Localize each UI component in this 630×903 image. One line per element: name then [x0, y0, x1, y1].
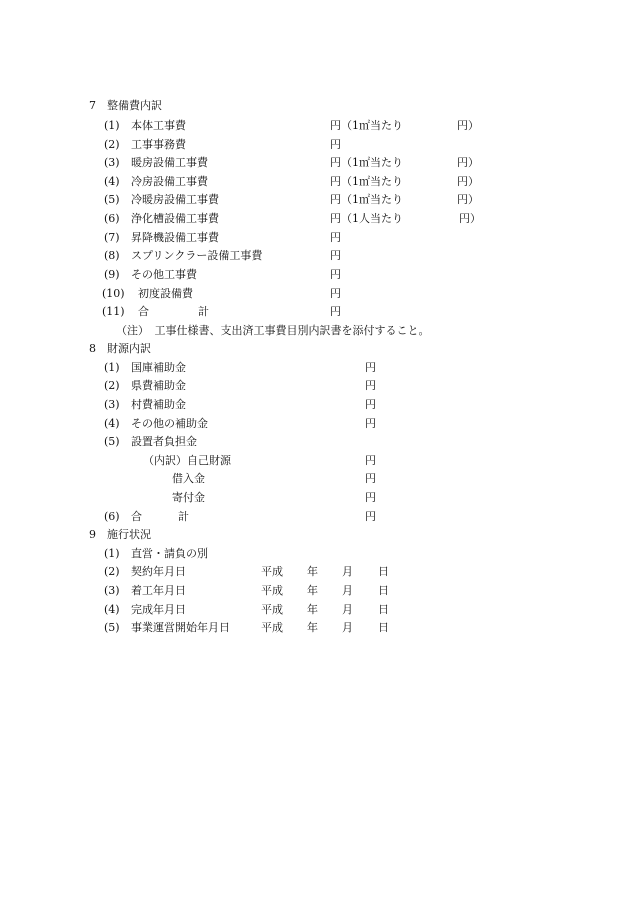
item-yen-close: 円） — [457, 156, 479, 169]
item-num: (5) — [104, 621, 120, 634]
section-7-note: （注） 工事仕様書、支出済工事費目別内訳書を添付すること。 — [116, 324, 430, 337]
item-yen-close: 円） — [457, 193, 479, 206]
month-label: 月 — [342, 621, 353, 634]
item-num: (3) — [104, 584, 120, 597]
item-yen-close: 円） — [457, 175, 479, 188]
total-label-b: 計 — [198, 305, 209, 318]
item-label: 工事事務費 — [131, 138, 186, 151]
item-label: 直営・請負の別 — [131, 547, 208, 560]
item-num: (5) — [104, 435, 120, 448]
total-label-a: 合 — [138, 305, 149, 318]
breakdown-label: 借入金 — [172, 472, 205, 485]
item-label: 本体工事費 — [131, 119, 186, 132]
item-num: (2) — [104, 565, 120, 578]
total-label-b: 計 — [178, 510, 189, 523]
item-label: 冷房設備工事費 — [131, 175, 208, 188]
era-label: 平成 — [261, 603, 283, 616]
item-yen: 円 — [365, 417, 376, 430]
year-label: 年 — [307, 603, 318, 616]
item-label: 完成年月日 — [131, 603, 186, 616]
item-yen-close: 円） — [457, 119, 479, 132]
month-label: 月 — [342, 603, 353, 616]
year-label: 年 — [307, 621, 318, 634]
item-yen: 円 — [365, 361, 376, 374]
day-label: 日 — [378, 621, 389, 634]
item-label: 国庫補助金 — [131, 361, 186, 374]
item-label: 事業運営開始年月日 — [131, 621, 230, 634]
item-yen: 円 — [330, 268, 341, 281]
item-label: 浄化槽設備工事費 — [131, 212, 219, 225]
item-num: (7) — [104, 231, 120, 244]
item-yen: 円 — [330, 287, 341, 300]
item-num: (3) — [104, 156, 120, 169]
day-label: 日 — [378, 584, 389, 597]
item-num: (1) — [104, 361, 120, 374]
section-8-title: 8 財源内訳 — [89, 342, 151, 355]
era-label: 平成 — [261, 565, 283, 578]
item-num: (8) — [104, 249, 120, 262]
item-label: 暖房設備工事費 — [131, 156, 208, 169]
item-label: 村費補助金 — [131, 398, 186, 411]
month-label: 月 — [342, 565, 353, 578]
month-label: 月 — [342, 584, 353, 597]
era-label: 平成 — [261, 621, 283, 634]
item-label: その他の補助金 — [131, 417, 208, 430]
item-label: 契約年月日 — [131, 565, 186, 578]
item-yen: 円（1㎡当たり — [330, 175, 403, 188]
item-label: 設置者負担金 — [131, 435, 197, 448]
item-num: (1) — [104, 119, 120, 132]
item-yen: 円（1㎡当たり — [330, 119, 403, 132]
item-yen-close: 円） — [459, 212, 481, 225]
item-yen: 円（1㎡当たり — [330, 156, 403, 169]
section-9-title: 9 施行状況 — [89, 528, 151, 541]
item-num: (1) — [104, 547, 120, 560]
item-label: 冷暖房設備工事費 — [131, 193, 219, 206]
item-num: (11) — [102, 305, 125, 318]
item-label: 初度設備費 — [138, 287, 193, 300]
item-yen: 円（1㎡当たり — [330, 193, 403, 206]
item-num: (6) — [104, 510, 120, 523]
item-yen: 円 — [365, 454, 376, 467]
item-yen: 円（1人当たり — [330, 212, 403, 225]
item-label: 着工年月日 — [131, 584, 186, 597]
day-label: 日 — [378, 603, 389, 616]
day-label: 日 — [378, 565, 389, 578]
item-yen: 円 — [365, 379, 376, 392]
item-yen: 円 — [330, 231, 341, 244]
item-yen: 円 — [365, 491, 376, 504]
item-num: (9) — [104, 268, 120, 281]
item-num: (4) — [104, 603, 120, 616]
item-label: 県費補助金 — [131, 379, 186, 392]
era-label: 平成 — [261, 584, 283, 597]
item-label: 昇降機設備工事費 — [131, 231, 219, 244]
item-yen: 円 — [330, 249, 341, 262]
item-num: (5) — [104, 193, 120, 206]
item-num: (3) — [104, 398, 120, 411]
item-yen: 円 — [365, 510, 376, 523]
item-label: スプリンクラー設備工事費 — [131, 249, 263, 262]
item-yen: 円 — [330, 138, 341, 151]
item-num: (2) — [104, 379, 120, 392]
item-yen: 円 — [330, 305, 341, 318]
total-label-a: 合 — [131, 510, 142, 523]
item-label: その他工事費 — [131, 268, 197, 281]
year-label: 年 — [307, 565, 318, 578]
item-num: (6) — [104, 212, 120, 225]
item-yen: 円 — [365, 398, 376, 411]
item-num: (10) — [102, 287, 125, 300]
breakdown-label: 寄付金 — [172, 491, 205, 504]
item-num: (2) — [104, 138, 120, 151]
year-label: 年 — [307, 584, 318, 597]
section-7-title: 7 整備費内訳 — [89, 99, 162, 112]
item-num: (4) — [104, 417, 120, 430]
breakdown-label: （内訳）自己財源 — [143, 454, 231, 467]
item-yen: 円 — [365, 472, 376, 485]
item-num: (4) — [104, 175, 120, 188]
